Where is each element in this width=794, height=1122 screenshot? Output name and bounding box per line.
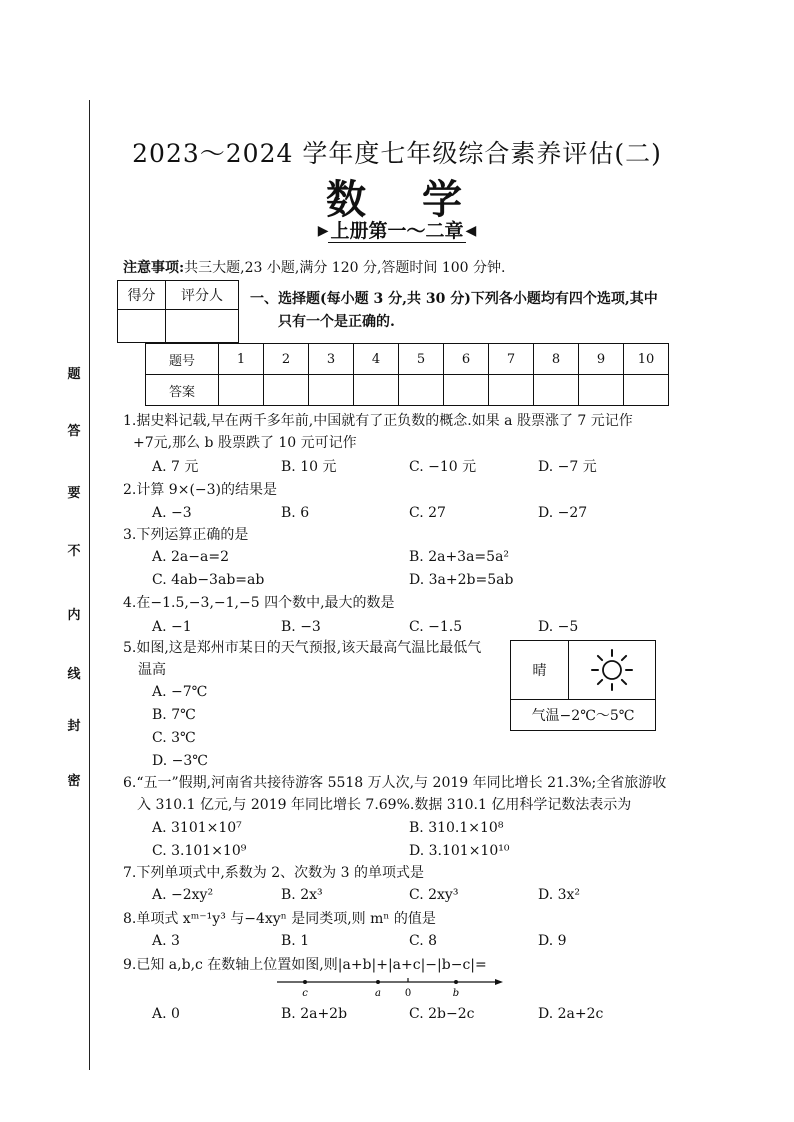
q2-option-a: A. −3 [152,505,192,521]
question-2-stem: 2.计算 9×(−3)的结果是 [123,482,278,498]
notice-text: 共三大题,23 小题,满分 120 分,答题时间 100 分钟. [184,260,506,276]
label-c: c [302,988,308,999]
q9-option-d: D. 2a+2c [538,1006,604,1022]
seal-char: 答 [67,424,81,439]
q1-option-a: A. 7 元 [152,459,199,475]
q8-option-a: A. 3 [152,933,180,949]
weather-condition: 晴 [511,641,569,700]
q6-option-b: B. 310.1×10⁸ [409,820,504,836]
question-number: 6 [444,344,489,375]
exam-title: 2023～2024 学年度七年级综合素养评估(二) [132,139,662,168]
binding-line [89,100,90,1070]
label-a: a [375,988,381,999]
question-number: 10 [624,344,669,375]
seal-char: 密 [67,774,81,789]
q2-option-d: D. −27 [538,505,588,521]
triangle-right-icon: ▶ [317,223,329,239]
q4-option-d: D. −5 [538,619,579,635]
question-9-stem: 9.已知 a,b,c 在数轴上位置如图,则|a+b|+|a+c|−|b−c|= [123,957,487,973]
triangle-left-icon: ◀ [465,223,477,239]
q7-option-b: B. 2x³ [281,887,323,903]
question-6-line1: 6.“五一”假期,河南省共接待游客 5518 万人次,与 2019 年同比增长 21.3%;全省旅游收 [123,775,667,791]
q1-option-b: B. 10 元 [281,459,337,475]
question-number: 5 [399,344,444,375]
q3-option-b: B. 2a+3a=5a² [409,549,510,565]
question-1-line2: +7元,那么 b 股票跌了 10 元可记作 [133,435,357,451]
q9-option-a: A. 0 [152,1006,180,1022]
question-number: 9 [579,344,624,375]
scope-label [0,216,794,243]
score-box [117,280,239,343]
number-line [275,976,505,1000]
q4-option-a: A. −1 [152,619,192,635]
q8-option-d: D. 9 [538,933,567,949]
seal-char: 不 [67,544,81,559]
question-3-stem: 3.下列运算正确的是 [123,527,249,543]
q1-option-c: C. −10 元 [409,459,477,475]
section-title-line2: 只有一个是正确的. [278,314,395,330]
answer-cell[interactable] [264,375,309,406]
section-title-line1: 一、选择题(每小题 3 分,共 30 分)下列各小题均有四个选项,其中 [250,291,658,307]
q5-option-a: A. −7℃ [152,684,208,700]
weather-card [510,640,656,731]
question-number: 2 [264,344,309,375]
question-8-stem: 8.单项式 xᵐ⁻¹y³ 与−4xyⁿ 是同类项,则 mⁿ 的值是 [123,911,436,927]
question-1-stem [123,410,633,454]
q6-option-a: A. 3101×10⁷ [152,820,242,836]
q8-option-c: C. 8 [409,933,438,949]
label-zero: 0 [404,988,412,999]
sun-icon [569,641,656,700]
question-number: 3 [309,344,354,375]
answer-cell[interactable] [399,375,444,406]
q6-option-c: C. 3.101×10⁹ [152,843,247,859]
q1-option-d: D. −7 元 [538,459,597,475]
q3-option-c: C. 4ab−3ab=ab [152,572,265,588]
weather-temperature: 气温−2℃～5℃ [511,700,656,731]
point-b [454,980,458,984]
seal-char: 题 [67,367,81,382]
question-7-stem: 7.下列单项式中,系数为 2、次数为 3 的单项式是 [123,865,424,881]
q9-option-b: B. 2a+2b [281,1006,348,1022]
question-6-stem [123,772,666,816]
question-number: 4 [354,344,399,375]
answer-cell[interactable] [354,375,399,406]
q8-option-b: B. 1 [281,933,310,949]
question-number: 8 [534,344,579,375]
q7-option-d: D. 3x² [538,887,581,903]
point-a [376,980,380,984]
seal-char: 封 [67,719,81,734]
answer-cell[interactable] [489,375,534,406]
q2-option-c: C. 27 [409,505,446,521]
q3-option-a: A. 2a−a=2 [152,549,229,565]
q5-option-d: D. −3℃ [152,753,208,769]
q3-option-d: D. 3a+2b=5ab [409,572,514,588]
q7-option-a: A. −2xy² [152,887,214,903]
question-1-line1: 1.据史料记载,早在两千多年前,中国就有了正负数的概念.如果 a 股票涨了 7 元记作 [123,413,633,429]
q4-option-c: C. −1.5 [409,619,463,635]
answer-row-label: 答案 [146,375,219,406]
answer-cell[interactable] [309,375,354,406]
question-5-stem [123,637,481,681]
seal-char: 要 [67,486,81,501]
answer-cell[interactable] [219,375,264,406]
grader-label: 评分人 [166,281,239,310]
question-number: 1 [219,344,264,375]
answer-cell[interactable] [624,375,669,406]
answer-cell[interactable] [534,375,579,406]
section-title [250,288,680,334]
subject-title: 数学 [326,176,518,223]
grader-cell[interactable] [166,310,239,343]
q6-option-d: D. 3.101×10¹⁰ [409,843,510,859]
question-4-stem: 4.在−1.5,−3,−1,−5 四个数中,最大的数是 [123,595,395,611]
answer-cell[interactable] [579,375,624,406]
scope-text: 上册第一～二章 [330,220,464,242]
label-b: b [452,988,460,999]
score-cell[interactable] [118,310,166,343]
question-5-line1: 5.如图,这是郑州市某日的天气预报,该天最高气温比最低气 [123,640,482,656]
score-label: 得分 [118,281,166,310]
answer-table-header: 题号 [146,344,219,375]
notice-label: 注意事项: [123,260,185,276]
answer-cell[interactable] [444,375,489,406]
q7-option-c: C. 2xy³ [409,887,459,903]
q2-option-b: B. 6 [281,505,310,521]
seal-char: 线 [67,667,81,682]
point-c [303,980,307,984]
q5-option-b: B. 7℃ [152,707,196,723]
question-5-line2: 温高 [138,662,166,678]
question-number: 7 [489,344,534,375]
q5-option-c: C. 3℃ [152,730,196,746]
notice [123,257,505,277]
q4-option-b: B. −3 [281,619,321,635]
question-6-line2: 入 310.1 亿元,与 2019 年同比增长 7.69%.数据 310.1 亿用科学记数法表示为 [137,797,632,813]
seal-char: 内 [67,608,81,623]
q9-option-c: C. 2b−2c [409,1006,475,1022]
answer-table [145,343,669,406]
